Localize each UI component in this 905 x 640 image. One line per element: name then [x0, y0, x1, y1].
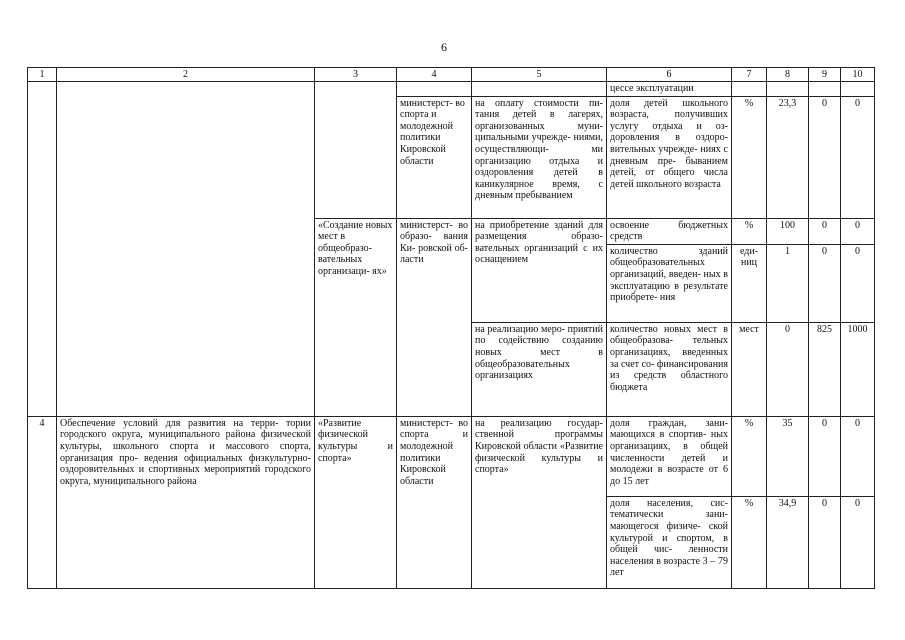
header-cell: 10 — [841, 68, 875, 82]
value-cell: 0 — [809, 96, 841, 218]
header-cell: 7 — [732, 68, 767, 82]
row-number-cell — [28, 82, 57, 417]
direction-cell: на реализацию меро- приятий по содействию созданию новых мест в общеобразовательных организациях — [472, 322, 607, 416]
value-cell: 1 — [767, 244, 809, 322]
value-cell: 0 — [809, 496, 841, 588]
unit-cell: % — [732, 96, 767, 218]
header-cell: 4 — [397, 68, 472, 82]
indicator-cell: цессе эксплуатации — [607, 82, 732, 97]
value-cell: 34,9 — [767, 496, 809, 588]
value-cell: 1000 — [841, 322, 875, 416]
value-cell: 0 — [809, 218, 841, 244]
value-cell: 0 — [841, 96, 875, 218]
value-cell: 0 — [809, 244, 841, 322]
value-cell: 0 — [841, 496, 875, 588]
page-number: 6 — [441, 40, 447, 54]
header-cell: 3 — [315, 68, 397, 82]
project-cell — [315, 82, 397, 219]
value-cell: 0 — [841, 218, 875, 244]
value-cell: 23,3 — [767, 96, 809, 218]
table-row — [28, 416, 875, 496]
value-cell: 0 — [841, 244, 875, 322]
header-row — [28, 68, 875, 82]
indicator-cell: доля детей школьного возраста, получивших услугу отдыха и оз- доровления в оздоро- вительных учрежде- ниях с дневным пре- быванием детей, от общего числа детей школьного возраста — [607, 96, 732, 218]
indicator-cell: освоение бюджетных средств — [607, 218, 732, 244]
unit-cell — [732, 82, 767, 97]
executor-cell — [397, 82, 472, 97]
value-cell: 100 — [767, 218, 809, 244]
value-cell: 825 — [809, 322, 841, 416]
table-row — [28, 82, 875, 97]
executor-cell: министерст- во образо- вания Ки- ровской об- ласти — [397, 218, 472, 416]
unit-cell: еди- ниц — [732, 244, 767, 322]
task-cell: Обеспечение условий для развития на терри- тории городского округа, муниципального района физической культуры, школьного спорта и массового спорта, организация про- ведения официальных физкультурно- оздоровительных и спортивных мероприятий городского округа, муниципального района — [57, 416, 315, 588]
value-cell: 0 — [841, 416, 875, 496]
indicator-cell: доля населения, сис- тематически зани- мающегося физиче- ской культурой и спортом, в общей чис- ленности населения в возрасте 3 – 79 лет — [607, 496, 732, 588]
value-cell — [809, 82, 841, 97]
unit-cell: % — [732, 416, 767, 496]
header-cell: 9 — [809, 68, 841, 82]
unit-cell: мест — [732, 322, 767, 416]
project-cell: «Развитие физической культуры и спорта» — [315, 416, 397, 588]
project-cell: «Создание новых мест в общеобразо- вательных организаци- ях» — [315, 218, 397, 416]
value-cell: 35 — [767, 416, 809, 496]
header-cell: 5 — [472, 68, 607, 82]
header-cell: 2 — [57, 68, 315, 82]
value-cell — [841, 82, 875, 97]
program-table — [27, 67, 875, 589]
value-cell: 0 — [809, 416, 841, 496]
row-number-cell: 4 — [28, 416, 57, 588]
task-cell — [57, 82, 315, 417]
unit-cell: % — [732, 218, 767, 244]
header-cell: 6 — [607, 68, 732, 82]
indicator-cell: доля граждан, зани- мающихся в спортив- ных организациях, в общей численности детей и молодежи в возрасте от 6 до 15 лет — [607, 416, 732, 496]
executor-cell: министерст- во спорта и молодежной политики Кировской области — [397, 416, 472, 588]
direction-cell: на оплату стоимости пи- тания детей в лагерях, организованных муни- ципальными учрежде- ниями, осуществляющи- ми организацию отдыха и оздоровления детей в каникулярное время, с дневным пребыванием — [472, 96, 607, 218]
direction-cell: на приобретение зданий для размещения образо- вательных организаций с их оснащением — [472, 218, 607, 322]
executor-cell: министерст- во спорта и молодежной политики Кировской области — [397, 96, 472, 218]
direction-cell: на реализацию государ- ственной программы Кировской области «Развитие физической культуры и спорта» — [472, 416, 607, 588]
header-cell: 8 — [767, 68, 809, 82]
value-cell: 0 — [767, 322, 809, 416]
header-cell: 1 — [28, 68, 57, 82]
direction-cell — [472, 82, 607, 97]
indicator-cell: количество новых мест в общеобразова- тельных организациях, введенных за счет со- финансирования из средств областного бюджета — [607, 322, 732, 416]
value-cell — [767, 82, 809, 97]
unit-cell: % — [732, 496, 767, 588]
indicator-cell: количество зданий общеобразовательных организаций, введен- ных в эксплуатацию в результате приобрете- ния — [607, 244, 732, 322]
